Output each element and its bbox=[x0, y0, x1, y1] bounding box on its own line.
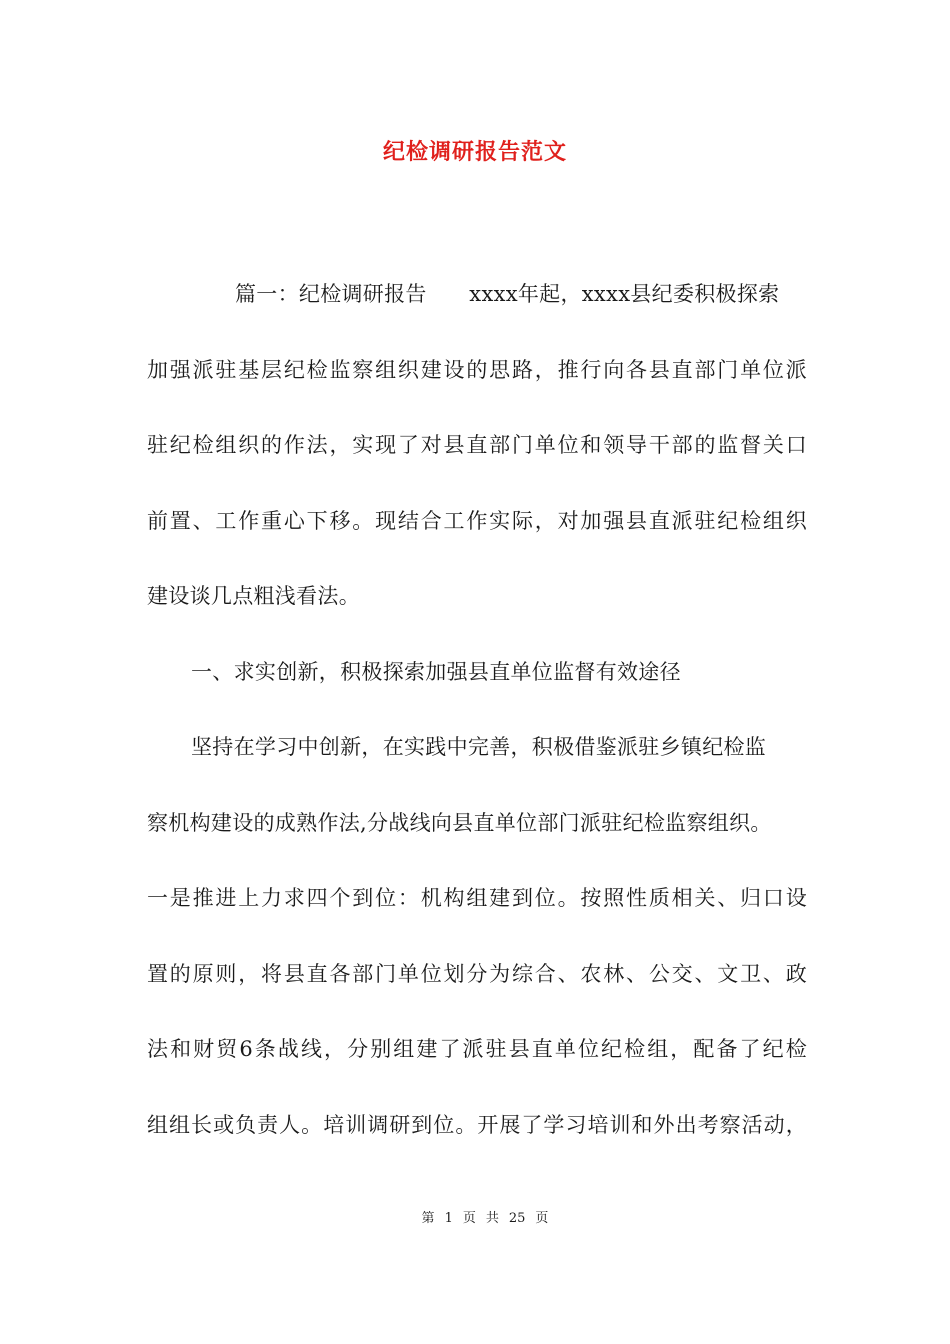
body-line-12: 组组长或负责人。培训调研到位。开展了学习培训和外出考察活动， bbox=[147, 1112, 807, 1137]
body-line-7: 坚持在学习中创新，在实践中完善，积极借鉴派驻乡镇纪检监 bbox=[191, 735, 767, 759]
document-body bbox=[147, 276, 807, 1182]
section-heading-1: 一、求实创新，积极探索加强县直单位监督有效途径 bbox=[191, 659, 681, 684]
body-line-4: 前置、工作重心下移。现结合工作实际，对加强县直派驻纪检组织 bbox=[147, 508, 807, 533]
footer-prefix: 第 bbox=[421, 1211, 435, 1226]
footer-total-word: 共 bbox=[485, 1211, 499, 1226]
footer-page-word: 页 bbox=[462, 1211, 476, 1226]
footer-current-page: 1 bbox=[444, 1211, 453, 1226]
body-line-8: 察机构建设的成熟作法,分战线向县直单位部门派驻纪检监察组织。 bbox=[147, 810, 772, 835]
footer-total-pages: 25 bbox=[508, 1211, 526, 1226]
body-line-9: 一是推进上力求四个到位：机构组建到位。按照性质相关、归口设 bbox=[147, 886, 807, 910]
body-line-10: 置的原则，将县直各部门单位划分为综合、农林、公交、文卫、政 bbox=[147, 961, 807, 986]
body-line-5: 建设谈几点粗浅看法。 bbox=[147, 584, 360, 608]
footer-suffix: 页 bbox=[535, 1211, 549, 1226]
page-footer bbox=[0, 1207, 950, 1226]
body-line-3: 驻纪检组织的作法，实现了对县直部门单位和领导干部的监督关口 bbox=[147, 433, 807, 457]
body-line-11: 法和财贸6条战线，分别组建了派驻县直单位纪检组，配备了纪检 bbox=[147, 1037, 807, 1061]
document-title: 纪检调研报告范文 bbox=[382, 139, 567, 165]
body-line-1: 篇一：纪检调研报告 xxxx年起，xxxx县纪委积极探索 bbox=[235, 282, 780, 306]
body-line-2: 加强派驻基层纪检监察组织建设的思路，推行向各县直部门单位派 bbox=[147, 357, 807, 382]
